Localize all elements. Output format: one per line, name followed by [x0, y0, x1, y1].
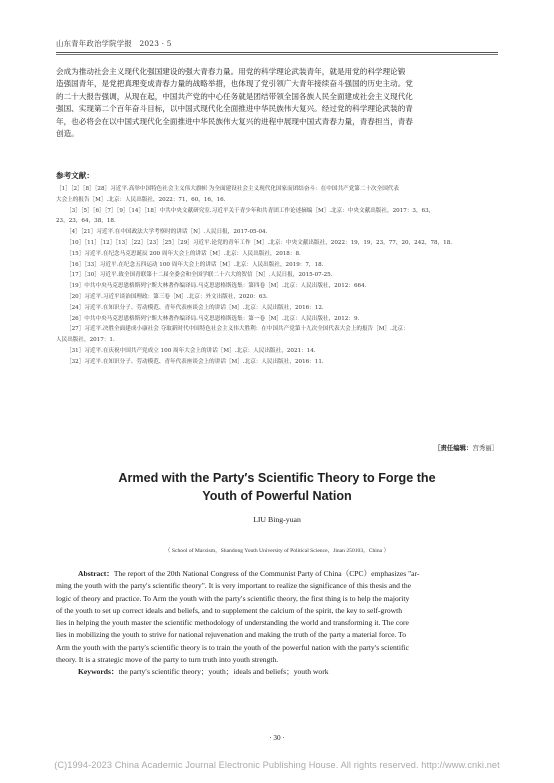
keywords-text: the party′s scientific theory；youth；ideals and beliefs；youth work — [118, 667, 329, 677]
body-paragraph — [56, 66, 498, 140]
abstract-line: theory. It is a strategic move of the party to turn truth into youth strength. — [56, 655, 279, 665]
reference-item: ［17］［30］习近平.致全国青联第十二届全委会和全国学联二十六大的贺信［N］.人民日报，2015-07-25. — [66, 272, 333, 279]
english-title-line: Armed with the Party′s Scientific Theory to Forge the — [118, 471, 436, 485]
reference-item: ［10］［11］［12］［13］［22］［23］［25］［29］习近平.论党的青年工作［M］.北京：中央文献出版社，2022：19，19，23，77，20，242，78，18. — [66, 239, 453, 246]
copyright-watermark: (C)1994-2023 China Academic Journal Electronic Publishing House. All rights reserved. http://www.cnki.net — [54, 760, 500, 770]
abstract-line: Abstract：The report of the 20th National Congress of the Communist Party of China（CPC）emphasizes "ar- — [78, 569, 420, 578]
reference-item: ［16］［33］习近平.在纪念五四运动 100 周年大会上的讲话［M］.北京：人民出版社，2019：7，18. — [66, 261, 324, 268]
reference-item: ［4］［21］习近平.在中国政法大学考察时的讲话［N］.人民日报，2017-05-04. — [66, 229, 268, 236]
abstract-block — [56, 568, 498, 679]
body-line: 创造。 — [56, 129, 79, 139]
reference-item: 人民出版社，2017：1. — [56, 337, 115, 344]
reference-item: ［31］习近平.在庆祝中国共产党成立 100 周年大会上的讲话［M］.北京：人民出版社，2021：14. — [66, 347, 316, 354]
references-list — [56, 184, 498, 368]
abstract-line: logic of theory and practice. To Arm the youth with the party′s scientific theory, the first thing is to help the majority — [56, 593, 410, 603]
reference-item: ［3］［5］［6］［7］［9］［14］［18］中共中央文献研究室.习近平关于青少年和共青团工作论述摘编［M］.北京：中央文献出版社，2017：3，63， — [66, 207, 435, 214]
responsible-editor — [434, 443, 498, 452]
header-rule — [56, 52, 498, 53]
body-line: 年，也必将会在以中国式现代化全面推进中华民族伟大复兴的进程中展现中国式青春力量，青春担当，青春 — [56, 116, 413, 126]
reference-item: 大会上的报告［M］.北京：人民出版社，2022：71，60，16，16. — [56, 196, 226, 203]
page-number: · 30 · — [269, 734, 285, 742]
abstract-line: lies in helping the youth master the scientific methodology of understanding the world and transforming it. The core — [56, 618, 409, 628]
author-affiliation: （ School of Marxism，Shandong Youth University of Political Science，Jinan 250103，China ） — [164, 548, 390, 554]
abstract-line: of the youth to set up correct ideals and beliefs, and to supplement the calcium of the spirit, the key to self-growth — [56, 605, 403, 615]
author-name: LIU Bing-yuan — [253, 515, 301, 524]
keywords-label: Keywords： — [78, 667, 119, 677]
body-line: 造强国青年，是党把真理变成青春力量的战略举措，也体现了党引领广大青年接续奋斗强国的历史主动。党 — [56, 79, 413, 89]
body-line: 的二十大报告强调，从现在起，中国共产党的中心任务就是团结带领全国各族人民全面建成社会主义现代化 — [56, 91, 413, 101]
body-line: 强国、实现第二个百年奋斗目标，以中国式现代化全面推进中华民族伟大复兴。经过党的科学理论武装的青 — [56, 104, 413, 114]
header-rule-secondary — [56, 54, 498, 55]
abstract-label: Abstract： — [78, 569, 114, 578]
reference-item: ［20］习近平.习近平谈治国理政：第三卷［M］.北京：外文出版社，2020：63. — [66, 293, 268, 300]
abstract-line: ming the youth with the party′s scientific theory". It is very important to realize the significance of this thesis and the — [56, 581, 412, 591]
abstract-line: Arm the youth with the party′s scientific theory is to train the youth of the powerful nation with the party′s scientific — [56, 642, 409, 652]
keywords-line — [56, 666, 498, 678]
english-title — [56, 469, 498, 505]
body-line: 会成为推动社会主义现代化强国建设的强大青春力量。用党的科学理论武装青年，就是用党的科学理论锻 — [56, 67, 406, 76]
reference-item: ［1］［2］［8］［28］习近平.高举中国特色社会主义伟大旗帜 为全面建设社会主义现代化国家而团结奋斗：在中国共产党第二十次全国代表 — [56, 186, 399, 192]
running-head: 山东青年政治学院学报 2023 · 5 — [56, 39, 172, 48]
reference-item: ［32］习近平.在知识分子、劳动模范、青年代表座谈会上的讲话［M］.北京：人民出版社，2016：11. — [66, 358, 324, 365]
editor-name: 宫秀丽］ — [472, 444, 498, 452]
reference-item: ［24］习近平.在知识分子、劳动模范、青年代表座谈会上的讲话［M］.北京：人民出版社，2016：12. — [66, 304, 324, 311]
abstract-line: lies in mobilizing the youth to strive for national rejuvenation and making the truth of the party a material force. To — [56, 630, 407, 640]
reference-item: 23，23，64，38，18. — [56, 218, 116, 225]
editor-label: ［责任编辑： — [434, 444, 473, 452]
reference-item: ［26］中共中央马克思恩格斯列宁斯大林著作编译局.马克思恩格斯选集：第一卷［M］.北京：人民出版社，2012：9. — [66, 315, 360, 322]
reference-item: ［19］中共中央马克思恩格斯列宁斯大林著作编译局.马克思恩格斯选集：第四卷［M］.北京：人民出版社，2012：664. — [66, 283, 367, 290]
english-title-line: Youth of Powerful Nation — [202, 489, 352, 503]
references-heading: 参考文献： — [56, 171, 94, 180]
reference-item: ［27］习近平.决胜全面建成小康社会 夺取新时代中国特色社会主义伟大胜利：在中国共产党第十九次全国代表大会上的报告［M］.北京： — [66, 326, 409, 333]
reference-item: ［15］习近平.在纪念马克思诞辰 200 周年大会上的讲话［M］.北京：人民出版社，2018：8. — [66, 250, 301, 257]
